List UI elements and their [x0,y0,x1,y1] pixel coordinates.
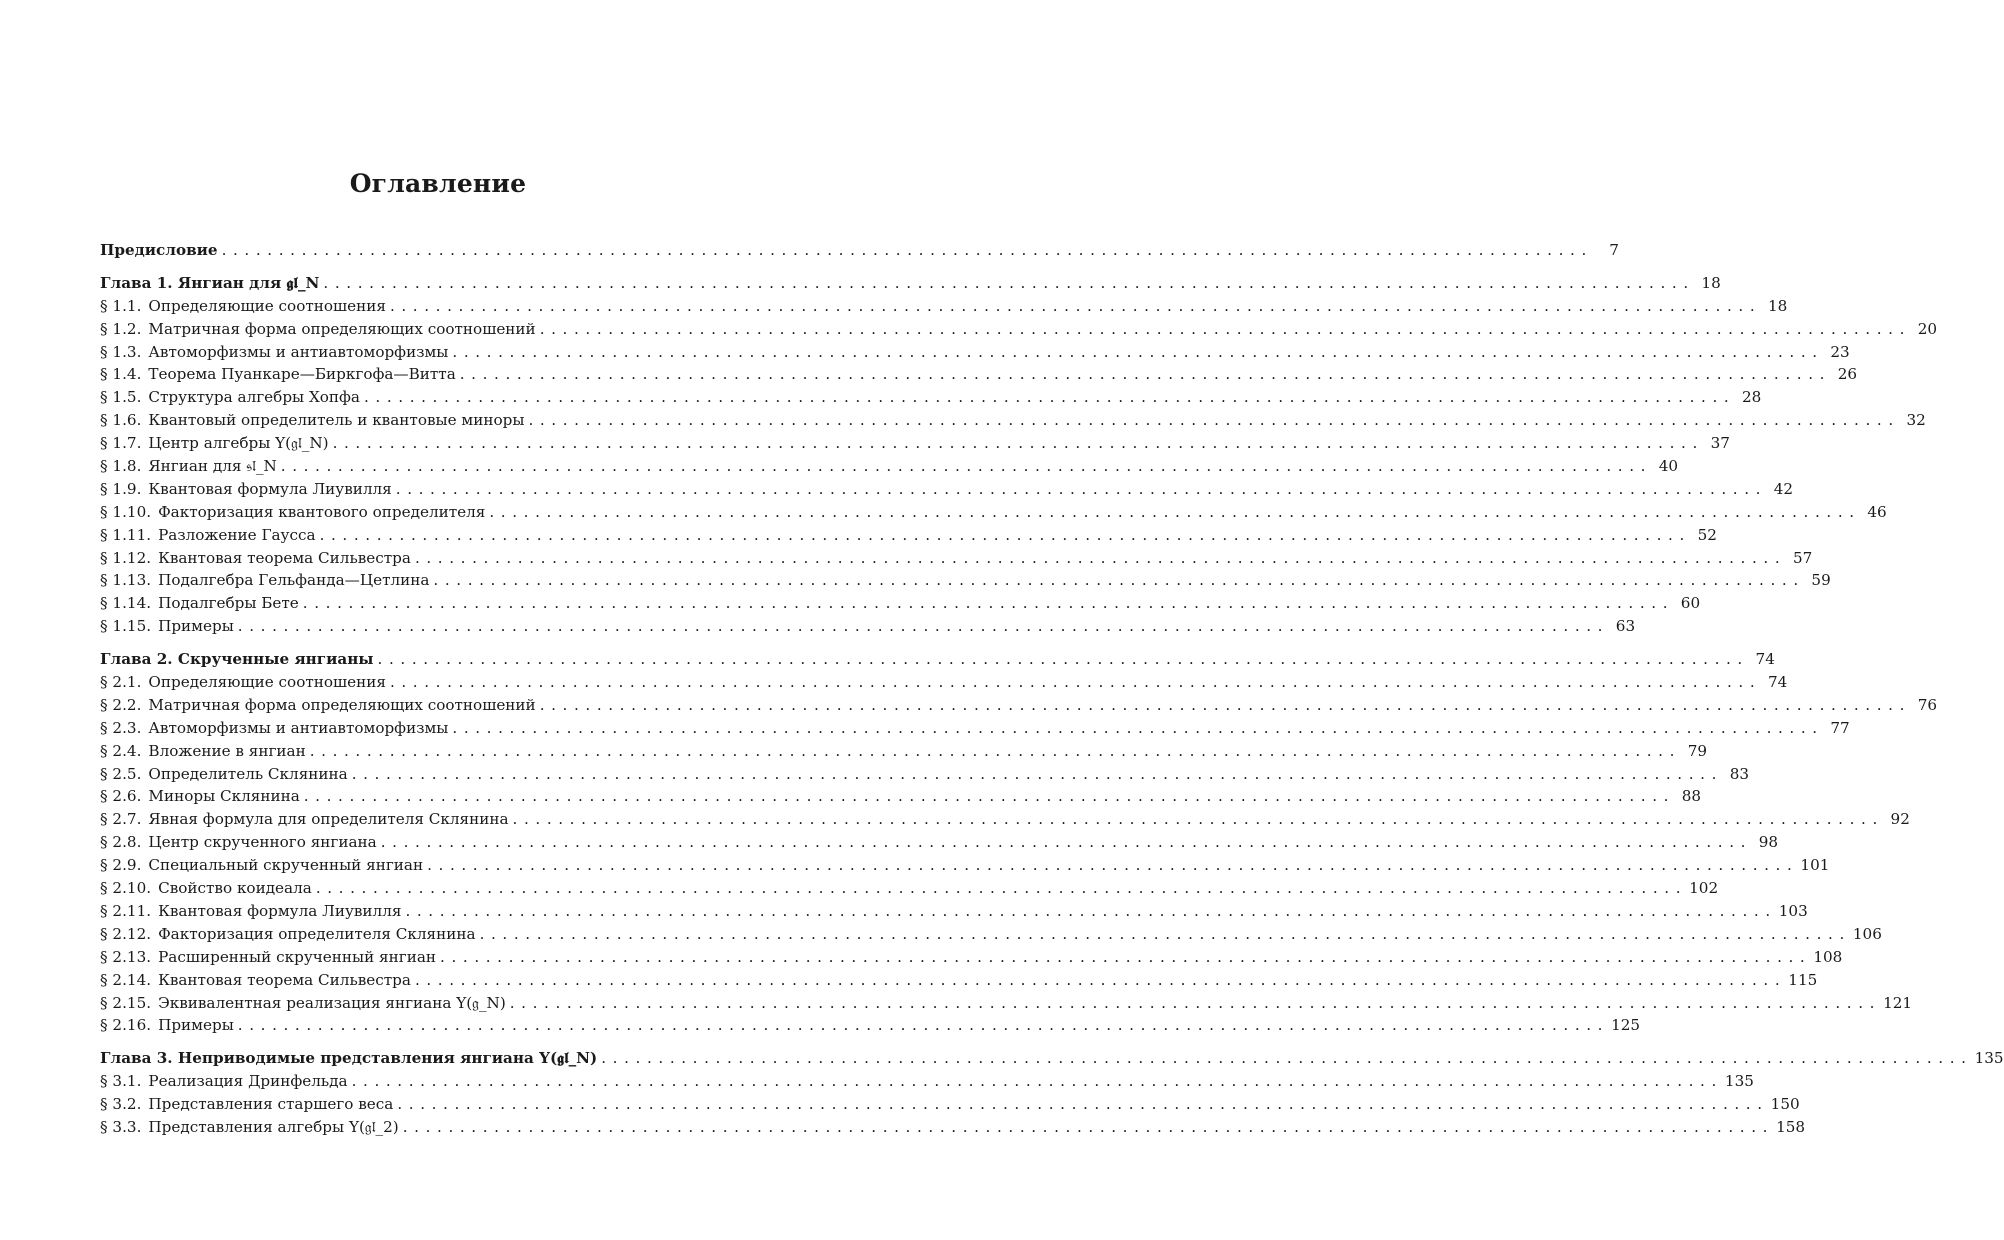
dot-leader: ........................................................................................................................ [452,718,1824,737]
toc-page-number: 88 [1681,787,1702,806]
toc-entry-label [100,808,513,831]
toc-section-number: § 2.10. [100,879,152,898]
toc-entry-label [100,295,390,318]
toc-entry-title: Примеры [158,617,234,636]
toc-page-number: 57 [1792,548,1813,567]
toc-section-entry[interactable] [100,318,1938,341]
toc-section-number: § 1.5. [100,388,142,407]
toc-page-number: 121 [1883,993,1913,1012]
toc-page-number: 42 [1773,479,1794,498]
toc-section-entry[interactable] [100,615,1636,638]
toc-page-number: 103 [1778,901,1808,920]
dot-leader: ........................................................................................................................ [539,319,1912,338]
toc-section-entry[interactable] [100,501,1887,524]
toc-entry-title: Факторизация определителя Склянина [158,924,476,943]
dot-leader: ........................................................................................................................ [440,947,1812,966]
toc-entry-title: Матричная форма определяющих соотношений [148,695,536,714]
toc-section-number: § 2.14. [100,970,152,989]
toc-entry-label [100,854,427,877]
toc-entry-label [100,363,460,386]
toc-section-number: § 2.2. [100,695,142,714]
toc-entry-title: Янгиан для 𝔰𝔩_N [148,457,277,476]
toc-chapter-entry[interactable] [100,1047,2004,1070]
toc-entry-title: Определяющие соотношения [148,673,386,692]
toc-page-number: 37 [1710,434,1730,453]
toc-section-number: § 1.13. [100,571,152,590]
toc-section-entry[interactable] [100,946,1843,969]
toc-entry-title: Квантовая теорема Сильвестра [158,548,411,567]
toc-entry-title: Разложение Гаусса [158,525,316,544]
toc-section-entry[interactable] [100,831,1779,854]
dot-leader: ........................................................................................................................ [363,388,1736,407]
toc-page-number: 18 [1767,296,1788,315]
toc-entry-label [100,831,381,854]
toc-entry-title: Миноры Склянина [148,787,300,806]
dot-leader: ........................................................................................................................ [303,787,1676,806]
toc-page-number: 150 [1770,1095,1800,1114]
toc-section-entry[interactable] [100,592,1701,615]
toc-entry-title: Реализация Дринфельда [148,1072,348,1091]
toc-entry-label [100,992,510,1015]
toc-page-number: 52 [1697,525,1717,544]
toc-section-number: § 1.4. [100,365,142,384]
toc-entry-title: Определитель Склянина [148,764,348,783]
toc-entry-label [100,1116,403,1139]
toc-entry-label [100,455,281,478]
toc-page-number: 74 [1755,650,1775,669]
toc-entry-label [100,341,452,364]
toc-section-number: § 1.2. [100,319,142,338]
dot-leader: ........................................................................................................................ [315,879,1688,898]
toc-page-number: 7 [1609,241,1619,259]
toc-section-number: § 2.11. [100,901,152,920]
toc-entry-title: Квантовая формула Лиувилля [148,479,392,498]
toc-page-number: 108 [1813,947,1843,966]
toc-entry-label [100,592,303,615]
toc-section-number: § 2.1. [100,673,142,692]
toc-page-number: 158 [1776,1117,1806,1136]
toc-section-number: § 1.9. [100,479,142,498]
dot-leader: ........................................................................................................................ [323,273,1695,292]
toc-page-number: 115 [1788,970,1818,989]
toc-page-number: 83 [1729,764,1750,783]
toc-entry-title: Матричная форма определяющих соотношений [148,319,536,338]
toc-section-entry[interactable] [100,341,1850,364]
toc-section-entry[interactable] [100,524,1717,547]
toc-entry-label [100,694,540,717]
dot-leader: ........................................................................................................................ [309,741,1682,760]
dot-leader: ........................................................................................................................ [509,993,1882,1012]
dot-leader: ........................................................................................................................ [280,457,1653,476]
toc-section-entry[interactable] [100,740,1708,763]
toc-entry-title: Расширенный скрученный янгиан [158,947,437,966]
toc-entry-title: Примеры [158,1016,234,1035]
toc-entry-label [100,501,489,524]
toc-entry-title: Структура алгебры Хопфа [148,388,360,407]
toc-section-entry[interactable] [100,455,1679,478]
toc-entry-title: Автоморфизмы и антиавтоморфизмы [148,342,449,361]
toc-entry-label [100,272,323,295]
toc-section-number: § 1.11. [100,525,152,544]
toc-entry-label [100,432,333,455]
toc-entry-label [100,946,440,969]
toc-section-entry[interactable] [100,478,1794,501]
dot-leader: ........................................................................................................................ [427,856,1799,875]
toc-page-number: 125 [1611,1016,1641,1035]
toc-entry-label [100,615,238,638]
dot-leader: ........................................................................................................................ [459,365,1832,384]
page-title: Оглавление [349,169,527,198]
toc-section-number: § 1.15. [100,617,152,636]
toc-entry-label [100,386,364,409]
toc-entry-label [100,409,528,432]
toc-entry-title: Явная формула для определителя Склянина [148,810,509,829]
toc-page-number: 60 [1680,594,1701,613]
dot-leader: ........................................................................................................................ [351,1072,1723,1091]
toc-page-number: 32 [1906,411,1926,430]
toc-entry-title: Теорема Пуанкаре—Биркгофа—Витта [148,365,456,384]
toc-section-entry[interactable] [100,694,1938,717]
toc-page-number: 79 [1687,741,1708,760]
toc-page-number: 106 [1852,924,1882,943]
toc-page-number: 135 [1724,1072,1754,1091]
toc-page-number: 92 [1890,810,1910,829]
toc-entry-label [100,717,452,740]
toc-page-number: 98 [1758,833,1779,852]
toc-entry-label [100,1047,601,1070]
toc-entry-label [100,969,415,992]
toc-section-number: § 1.8. [100,457,142,476]
dot-leader: ........................................................................................................................ [319,525,1691,544]
toc-entry-title: Специальный скрученный янгиан [148,856,424,875]
toc-page-number: 63 [1615,617,1636,636]
toc-chapter-entry[interactable] [100,648,1775,671]
dot-leader: ........................................................................................................................ [377,650,1749,669]
toc-entry-label [100,877,316,900]
toc-chapter-entry[interactable] [100,272,1721,295]
toc-section-number: § 3.2. [100,1095,142,1114]
toc-entry-label [100,524,320,547]
toc-section-entry[interactable] [100,547,1813,570]
toc-section-number: § 2.3. [100,718,142,737]
toc-entry-label [100,740,310,763]
dot-leader: ........................................................................................................................ [479,924,1851,943]
toc-section-number: § 1.14. [100,594,152,613]
toc-section-entry[interactable] [100,363,1858,386]
toc-entry-label [100,1014,238,1037]
toc-front-entry[interactable] [100,239,1619,262]
toc-section-number: § 2.15. [100,993,152,1012]
toc-section-entry[interactable] [100,432,1730,455]
dot-leader: ........................................................................................................................ [380,833,1753,852]
dot-leader: ........................................................................................................................ [389,673,1762,692]
toc-entry-label [100,547,415,570]
toc-entry-title: Квантовая формула Лиувилля [158,901,402,920]
toc-section-entry[interactable] [100,295,1788,318]
toc-section-number: § 2.7. [100,810,142,829]
dot-leader: ........................................................................................................................ [489,502,1861,521]
toc-section-entry[interactable] [100,671,1788,694]
toc-page-number: 59 [1811,571,1831,590]
toc-section-entry[interactable] [100,763,1750,786]
dot-leader: ........................................................................................................................ [397,1095,1769,1114]
toc-entry-title: Подалгебры Бете [158,594,299,613]
toc-section-number: § 2.5. [100,764,142,783]
toc-entry-title: Эквивалентная реализация янгиана Y(𝔤_N) [158,993,506,1012]
toc-section-entry[interactable] [100,1093,1800,1116]
toc-section-entry[interactable] [100,923,1882,946]
dot-leader: ........................................................................................................................ [414,548,1787,567]
toc-page-number: 40 [1658,457,1679,476]
toc-section-number: § 2.9. [100,856,142,875]
dot-leader: ........................................................................................................................ [351,764,1724,783]
dot-leader: ........................................................................................................................ [221,241,1593,259]
toc-page-number: 28 [1741,388,1762,407]
toc-section-entry[interactable] [100,569,1831,592]
toc-page-number: 46 [1867,502,1887,521]
toc-entry-label [100,648,378,671]
table-of-contents [100,239,2004,1139]
toc-section-number: § 1.7. [100,434,142,453]
toc-entry-label [100,478,396,501]
toc-entry-title: Глава 3. Неприводимые представления янгиана Y(𝖌𝖑_N) [100,1049,598,1068]
toc-entry-label [100,923,480,946]
dot-leader: ........................................................................................................................ [433,571,1805,590]
toc-entry-label [100,671,390,694]
dot-leader: ........................................................................................................................ [414,970,1787,989]
toc-section-entry[interactable] [100,386,1762,409]
dot-leader: ........................................................................................................................ [512,810,1884,829]
toc-entry-title: Предисловие [100,241,218,259]
toc-entry-title: Автоморфизмы и антиавтоморфизмы [148,718,449,737]
toc-entry-title: Факторизация квантового определителя [158,502,486,521]
toc-entry-title: Свойство коидеала [158,879,312,898]
toc-page-number: 23 [1830,342,1850,361]
toc-page-number: 18 [1701,273,1721,292]
dot-leader: ........................................................................................................................ [302,594,1675,613]
toc-entry-title: Вложение в янгиан [148,741,306,760]
dot-leader: ........................................................................................................................ [332,434,1704,453]
toc-section-number: § 1.10. [100,502,152,521]
toc-entry-title: Квантовая теорема Сильвестра [158,970,411,989]
toc-section-entry[interactable] [100,1116,1806,1139]
toc-section-entry[interactable] [100,808,1910,831]
toc-section-number: § 2.8. [100,833,142,852]
toc-section-number: § 3.3. [100,1117,142,1136]
toc-entry-title: Определяющие соотношения [148,296,386,315]
toc-section-entry[interactable] [100,785,1702,808]
toc-entry-label [100,785,304,808]
toc-section-number: § 3.1. [100,1072,142,1091]
dot-leader: ........................................................................................................................ [237,617,1610,636]
toc-section-entry[interactable] [100,900,1808,923]
toc-entry-title: Представления старшего веса [148,1095,394,1114]
toc-entry-title: Центр скрученного янгиана [148,833,377,852]
toc-entry-label [100,763,352,786]
dot-leader: ........................................................................................................................ [452,342,1824,361]
toc-section-entry[interactable] [100,854,1830,877]
toc-section-entry[interactable] [100,1014,1641,1037]
toc-section-entry[interactable] [100,877,1719,900]
toc-entry-label [100,239,222,262]
toc-entry-title: Глава 1. Янгиан для 𝖌𝖑_N [100,273,320,292]
toc-section-number: § 1.12. [100,548,152,567]
toc-entry-title: Центр алгебры Y(𝔤𝔩_N) [148,434,329,453]
toc-section-entry[interactable] [100,969,1818,992]
toc-section-number: § 1.3. [100,342,142,361]
toc-entry-label [100,569,433,592]
toc-section-entry[interactable] [100,717,1850,740]
toc-entry-label [100,1070,352,1093]
dot-leader: ........................................................................................................................ [402,1117,1775,1136]
toc-section-entry[interactable] [100,1070,1754,1093]
dot-leader: ........................................................................................................................ [601,1049,1973,1068]
toc-page-number: 102 [1689,879,1719,898]
toc-entry-label [100,900,405,923]
toc-section-number: § 2.6. [100,787,142,806]
toc-entry-title: Квантовый определитель и квантовые миноры [148,411,525,430]
dot-leader: ........................................................................................................................ [389,296,1762,315]
toc-page-number: 74 [1767,673,1788,692]
toc-entry-label [100,1093,397,1116]
toc-page-number: 26 [1837,365,1858,384]
toc-page-number: 76 [1917,695,1938,714]
toc-entry-title: Глава 2. Скрученные янгианы [100,650,374,669]
dot-leader: ........................................................................................................................ [395,479,1768,498]
toc-section-number: § 2.16. [100,1016,152,1035]
toc-section-number: § 2.12. [100,924,152,943]
dot-leader: ........................................................................................................................ [405,901,1777,920]
dot-leader: ........................................................................................................................ [539,695,1912,714]
toc-entry-title: Подалгебра Гельфанда—Цетлина [158,571,430,590]
dot-leader: ........................................................................................................................ [528,411,1900,430]
toc-section-entry[interactable] [100,409,1926,432]
toc-entry-label [100,318,540,341]
toc-page-number: 101 [1800,856,1830,875]
toc-page-number: 20 [1917,319,1938,338]
toc-section-number: § 2.13. [100,947,152,966]
toc-section-number: § 2.4. [100,741,142,760]
toc-page-number: 77 [1830,718,1850,737]
toc-section-number: § 1.1. [100,296,142,315]
toc-page-number: 135 [1974,1049,2004,1068]
toc-section-entry[interactable] [100,992,1913,1015]
toc-section-number: § 1.6. [100,411,142,430]
toc-entry-title: Представления алгебры Y(𝔤𝔩_2) [148,1117,399,1136]
dot-leader: ........................................................................................................................ [237,1016,1610,1035]
